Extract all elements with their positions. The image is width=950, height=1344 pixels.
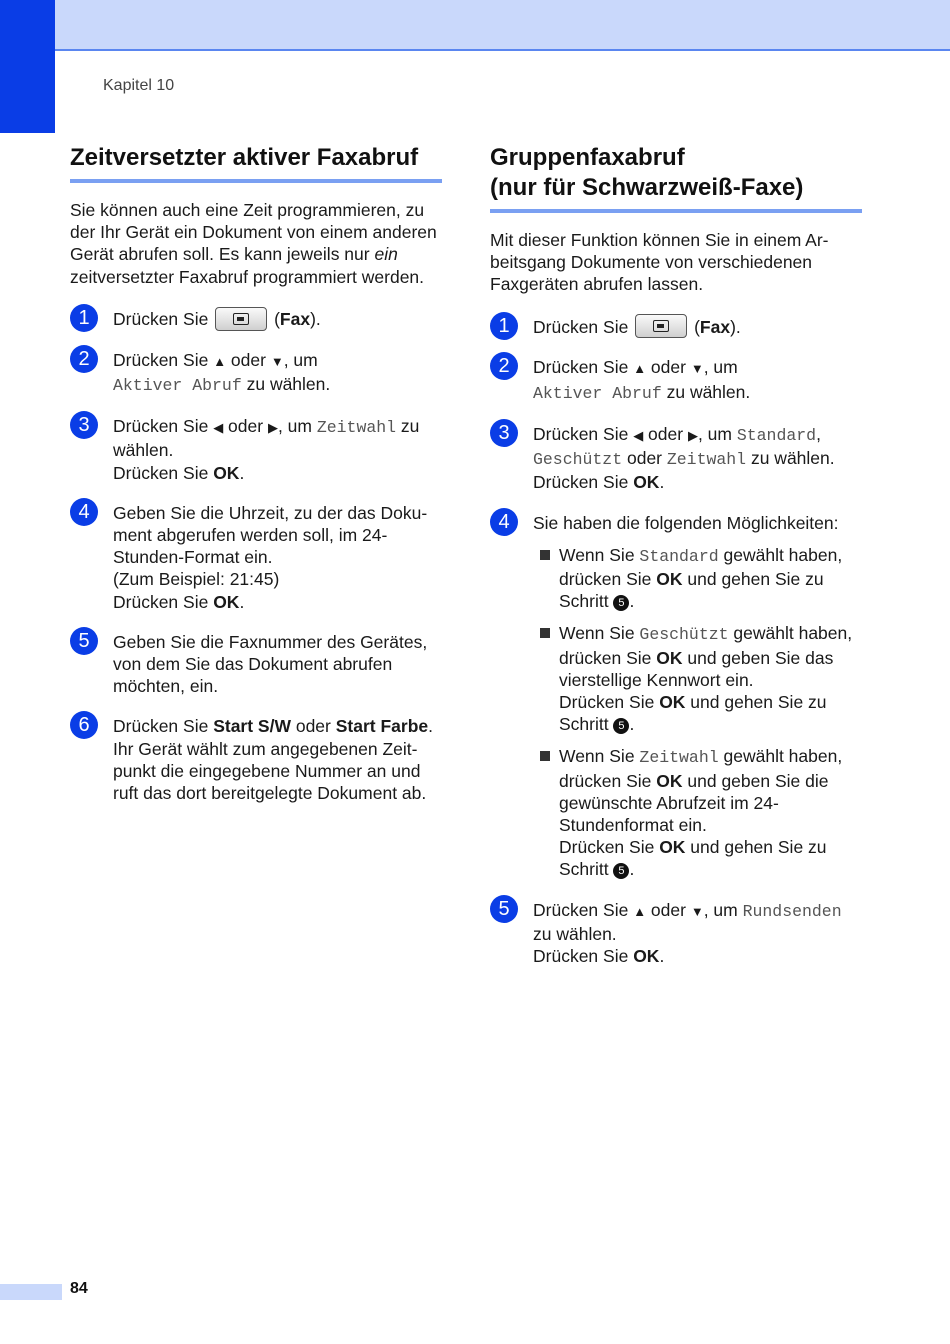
intro-paragraph: Sie können auch eine Zeit programmieren, zu der Ihr Gerät ein Dokument von einem anderen Gerät abrufen soll. Es kann jeweils nur ein zeitversetzter Faxabruf programmiert werden.: [70, 200, 437, 287]
arrow-left-icon: ◀: [213, 420, 224, 436]
arrow-up-icon: ▲: [633, 361, 647, 377]
step-list: [490, 316, 862, 968]
square-bullet-icon: [540, 628, 550, 638]
chapter-tab: [0, 0, 55, 133]
menu-option: Standard: [736, 425, 817, 445]
step-6: 6 Drücken Sie Start S/W oder Start Farbe. Ihr Gerät wählt zum angegebenen Zeitpunkt die eingegebene Nummer an und ruft das dort bereitgelegte Dokument ab.: [70, 715, 442, 804]
step-number: 3: [70, 411, 98, 439]
step-ref-icon: 5: [613, 863, 629, 879]
menu-option: Geschützt: [533, 450, 623, 470]
step-1: 1 Drücken Sie (Fax).: [70, 308, 442, 331]
step-3: 3 Drücken Sie ◀ oder ▶, um Zeitwahl zu wählen. Drücken Sie OK.: [70, 415, 442, 484]
step-1: 1 Drücken Sie (Fax).: [490, 316, 862, 339]
step-ref-icon: 5: [613, 595, 629, 611]
step-number: 5: [70, 627, 98, 655]
menu-option: Zeitwahl: [316, 418, 397, 438]
menu-option: Zeitwahl: [666, 450, 747, 470]
menu-option: Rundsenden: [742, 901, 842, 921]
step-5: 5 Drücken Sie ▲ oder ▼, um Rundsenden zu wählen. Drücken Sie OK.: [490, 899, 862, 968]
step-3: 3 Drücken Sie ◀ oder ▶, um Standard, Geschützt oder Zeitwahl zu wählen. Drücken Sie OK.: [490, 423, 862, 494]
right-column: [490, 143, 862, 985]
fax-key-icon: [215, 307, 267, 331]
step-ref-icon: 5: [613, 718, 629, 734]
square-bullet-icon: [540, 550, 550, 560]
footer-bar: [0, 1284, 62, 1300]
option-protected: Wenn Sie Geschützt gewählt haben, drücken Sie OK und geben Sie das vierstellige Kennwort ein. Drücken Sie OK und gehen Sie zu Schritt 5 .: [533, 622, 862, 735]
section-title-delayed-polling: Zeitversetzter aktiver Faxabruf: [70, 143, 442, 183]
arrow-right-icon: ▶: [687, 427, 698, 443]
step-4: 4 Geben Sie die Uhrzeit, zu der das Dokument abgerufen werden soll, im 24-Stunden-Format ein. (Zum Beispiel: 21:45) Drücken Sie OK.: [70, 502, 442, 613]
section-title-group-polling: Gruppenfaxabruf (nur für Schwarzweiß-Faxe): [490, 143, 862, 213]
arrow-up-icon: ▲: [633, 903, 647, 919]
step-number: 5: [490, 895, 518, 923]
step-number: 1: [490, 312, 518, 340]
page-number: 84: [70, 1280, 88, 1297]
step-5: 5 Geben Sie die Faxnummer des Gerätes, von dem Sie das Dokument abrufen möchten, ein.: [70, 631, 442, 698]
option-standard: Wenn Sie Standard gewählt haben, drücken Sie OK und gehen Sie zu Schritt 5 .: [533, 544, 862, 613]
step-2: 2 Drücken Sie ▲ oder ▼, um Aktiver Abruf zu wählen.: [490, 356, 862, 404]
arrow-up-icon: ▲: [213, 353, 227, 369]
arrow-down-icon: ▼: [690, 903, 704, 919]
step-number: 1: [70, 304, 98, 332]
menu-option: Aktiver Abruf: [533, 383, 662, 403]
step-2: 2 Drücken Sie ▲ oder ▼, um Aktiver Abruf zu wählen.: [70, 349, 442, 397]
step-number: 2: [70, 345, 98, 373]
menu-option: Aktiver Abruf: [113, 375, 242, 395]
step-number: 4: [70, 498, 98, 526]
option-timer: Wenn Sie Zeitwahl gewählt haben, drücken Sie OK und geben Sie die gewünschte Abrufzeit im 24-Stundenformat ein. Drücken Sie OK und gehen Sie zu Schritt 5 .: [533, 745, 862, 880]
arrow-down-icon: ▼: [690, 361, 704, 377]
step-number: 2: [490, 352, 518, 380]
step-number: 6: [70, 711, 98, 739]
step-number: 4: [490, 508, 518, 536]
step-number: 3: [490, 419, 518, 447]
option-list: [533, 544, 862, 881]
header-bar: [0, 0, 950, 50]
square-bullet-icon: [540, 751, 550, 761]
arrow-down-icon: ▼: [270, 353, 284, 369]
step-4: 4 Sie haben die folgenden Möglichkeiten: Wenn Sie Standard gewählt haben, drücken Sie OK und gehen Sie zu Schritt 5 . Wenn Sie Geschützt gewählt haben, drücken Sie OK und geben Sie das vierstellige Kennwort ein. Drücken Sie OK und gehen Sie zu Schritt 5 . Wenn Sie Zeitwahl gewählt haben, drücken Sie OK und geben Sie die gewünschte Abrufzeit im 24-Stundenformat ein. Drücken Sie OK und gehen Sie zu Schritt 5 .: [490, 512, 862, 881]
chapter-label: Kapitel 10: [103, 77, 175, 94]
arrow-right-icon: ▶: [267, 420, 278, 436]
step-list: [70, 308, 442, 804]
left-column: [70, 143, 442, 822]
intro-paragraph: Mit dieser Funktion können Sie in einem Arbeitsgang Dokumente von verschiedenen Faxgeräten abrufen lassen.: [490, 230, 829, 295]
fax-key-icon: [635, 314, 687, 338]
arrow-left-icon: ◀: [633, 427, 644, 443]
header-rule: [55, 49, 950, 51]
